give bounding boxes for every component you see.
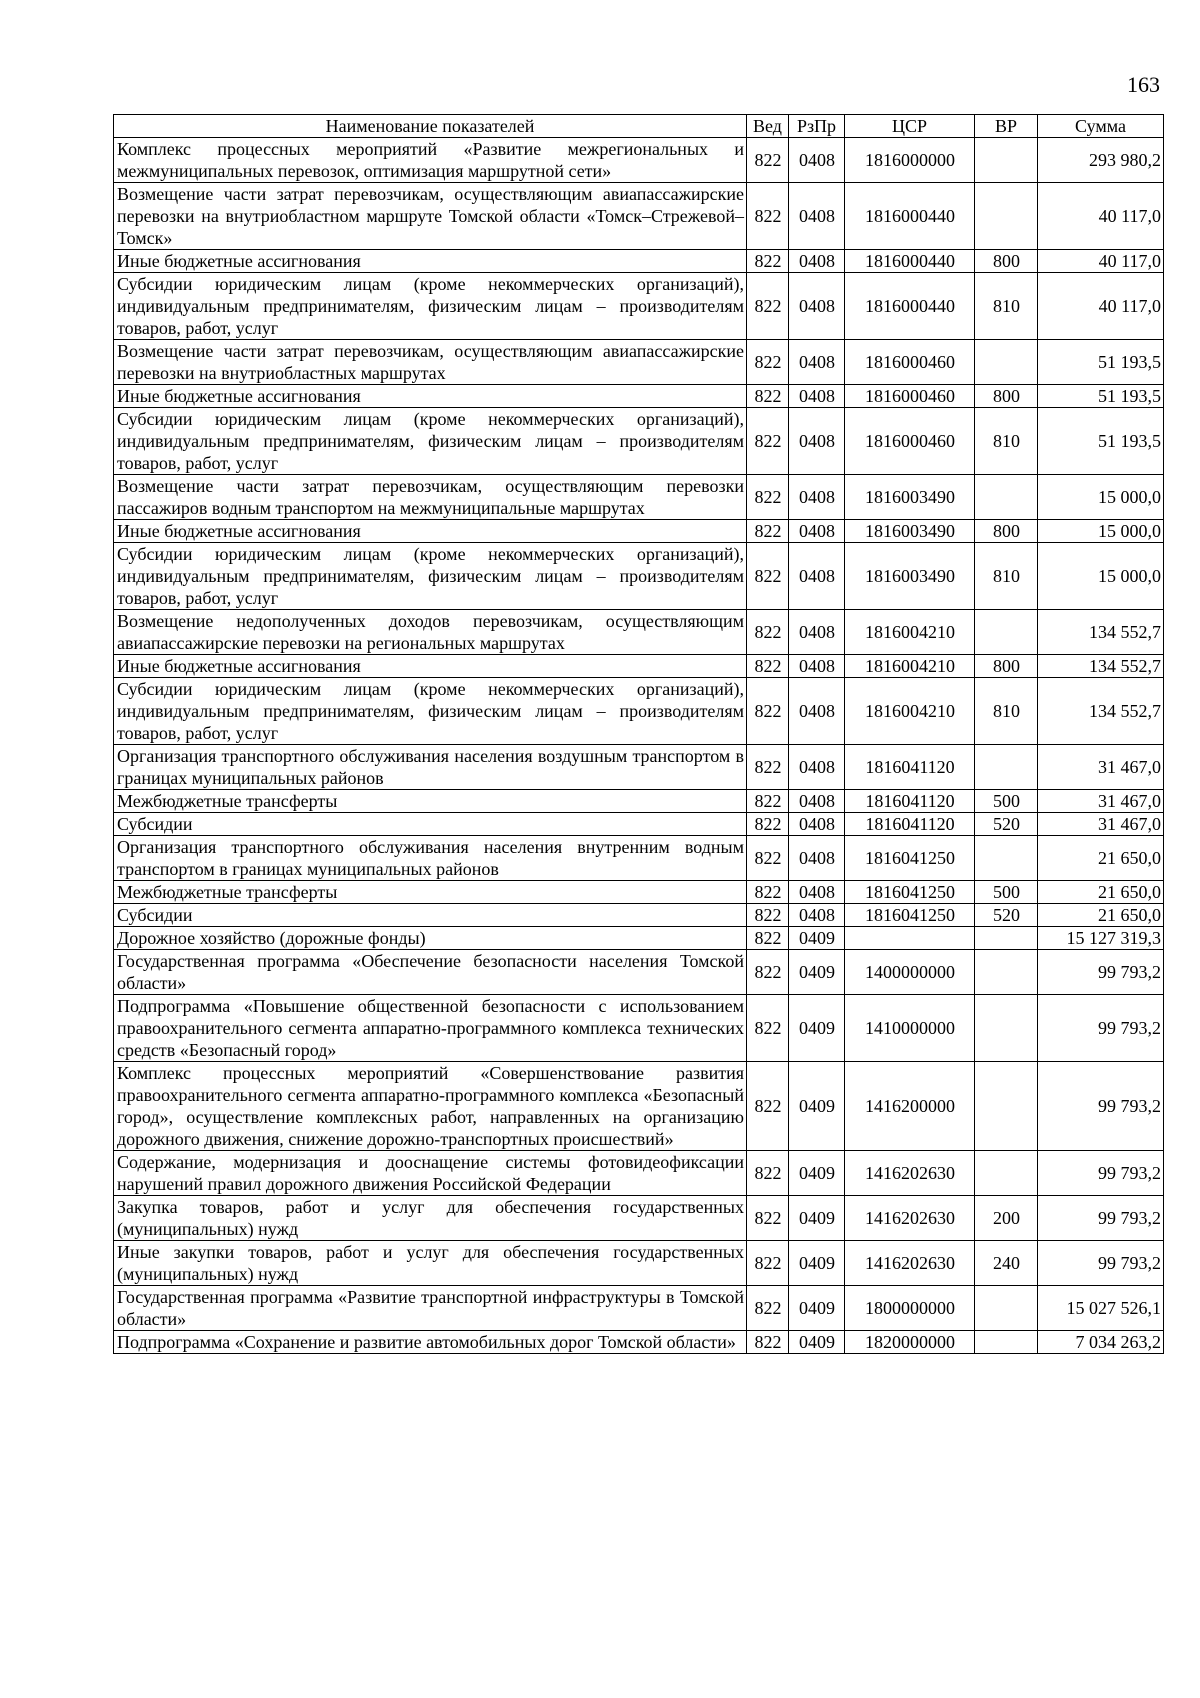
table-row [114,790,1164,813]
cell-rzpr: 0408 [789,745,845,790]
cell-csr: 1816041120 [845,790,975,813]
cell-name: Иные бюджетные ассигнования [114,250,747,273]
cell-rzpr: 0409 [789,1062,845,1151]
cell-rzpr: 0409 [789,1241,845,1286]
table-row [114,745,1164,790]
cell-name: Иные бюджетные ассигнования [114,385,747,408]
cell-rzpr: 0408 [789,520,845,543]
cell-name: Государственная программа «Развитие транспортной инфраструктуры в Томской области» [114,1286,747,1331]
cell-csr: 1410000000 [845,995,975,1062]
cell-sum: 31 467,0 [1038,790,1164,813]
cell-csr: 1816000460 [845,408,975,475]
table-row [114,904,1164,927]
cell-csr: 1816000000 [845,138,975,183]
table-row [114,520,1164,543]
table-row [114,1286,1164,1331]
cell-ved: 822 [747,138,789,183]
cell-sum: 99 793,2 [1038,950,1164,995]
cell-vr [975,745,1038,790]
table-row [114,1241,1164,1286]
cell-vr [975,836,1038,881]
cell-name: Субсидии юридическим лицам (кроме некоммерческих организаций), индивидуальным предпринимателям, физическим лицам – производителям товаров, работ, услуг [114,408,747,475]
cell-sum: 15 000,0 [1038,543,1164,610]
cell-sum: 15 127 319,3 [1038,927,1164,950]
table-row [114,927,1164,950]
cell-vr [975,950,1038,995]
cell-csr: 1816004210 [845,678,975,745]
cell-name: Субсидии [114,813,747,836]
cell-csr: 1816004210 [845,655,975,678]
cell-csr: 1816041250 [845,881,975,904]
header-ved: Вед [747,115,789,138]
cell-sum: 40 117,0 [1038,183,1164,250]
cell-ved: 822 [747,1286,789,1331]
table-row [114,1151,1164,1196]
cell-name: Субсидии юридическим лицам (кроме некоммерческих организаций), индивидуальным предпринимателям, физическим лицам – производителям товаров, работ, услуг [114,678,747,745]
cell-name: Субсидии юридическим лицам (кроме некоммерческих организаций), индивидуальным предпринимателям, физическим лицам – производителям товаров, работ, услуг [114,543,747,610]
table-row [114,138,1164,183]
cell-rzpr: 0409 [789,1286,845,1331]
cell-csr: 1816041250 [845,904,975,927]
header-sum: Сумма [1038,115,1164,138]
cell-vr: 520 [975,813,1038,836]
table-row [114,655,1164,678]
cell-ved: 822 [747,250,789,273]
cell-ved: 822 [747,1062,789,1151]
cell-rzpr: 0408 [789,408,845,475]
cell-rzpr: 0408 [789,881,845,904]
cell-ved: 822 [747,1331,789,1354]
cell-sum: 99 793,2 [1038,1151,1164,1196]
cell-name: Содержание, модернизация и дооснащение системы фотовидеофиксации нарушений правил дорожного движения Российской Федерации [114,1151,747,1196]
budget-table [113,114,1164,1354]
cell-rzpr: 0408 [789,790,845,813]
cell-sum: 51 193,5 [1038,340,1164,385]
table-row [114,813,1164,836]
cell-name: Межбюджетные трансферты [114,881,747,904]
cell-name: Подпрограмма «Сохранение и развитие автомобильных дорог Томской области» [114,1331,747,1354]
table-row [114,385,1164,408]
table-row [114,995,1164,1062]
cell-rzpr: 0408 [789,904,845,927]
cell-name: Субсидии юридическим лицам (кроме некоммерческих организаций), индивидуальным предпринимателям, физическим лицам – производителям товаров, работ, услуг [114,273,747,340]
cell-rzpr: 0408 [789,250,845,273]
cell-vr [975,340,1038,385]
cell-vr: 200 [975,1196,1038,1241]
header-vr: ВР [975,115,1038,138]
cell-name: Организация транспортного обслуживания населения воздушным транспортом в границах муниципальных районов [114,745,747,790]
cell-ved: 822 [747,385,789,408]
cell-ved: 822 [747,520,789,543]
cell-csr: 1416202630 [845,1196,975,1241]
cell-sum: 15 000,0 [1038,475,1164,520]
cell-name: Субсидии [114,904,747,927]
cell-sum: 99 793,2 [1038,1196,1164,1241]
cell-sum: 21 650,0 [1038,904,1164,927]
cell-ved: 822 [747,543,789,610]
header-csr: ЦСР [845,115,975,138]
cell-csr: 1416202630 [845,1241,975,1286]
cell-vr: 240 [975,1241,1038,1286]
cell-name: Организация транспортного обслуживания населения внутренним водным транспортом в границах муниципальных районов [114,836,747,881]
cell-name: Возмещение части затрат перевозчикам, осуществляющим авиапассажирские перевозки на внутриобластном маршруте Томской области «Томск–Стрежевой–Томск» [114,183,747,250]
cell-vr: 500 [975,790,1038,813]
cell-csr: 1416202630 [845,1151,975,1196]
cell-vr: 810 [975,678,1038,745]
table-row [114,183,1164,250]
cell-csr: 1816003490 [845,520,975,543]
cell-vr: 800 [975,250,1038,273]
cell-sum: 40 117,0 [1038,273,1164,340]
cell-vr: 800 [975,655,1038,678]
cell-csr: 1816041120 [845,813,975,836]
table-row [114,543,1164,610]
cell-ved: 822 [747,836,789,881]
cell-csr: 1416200000 [845,1062,975,1151]
cell-rzpr: 0408 [789,385,845,408]
page-number: 163 [1127,72,1160,97]
cell-csr: 1816000440 [845,183,975,250]
cell-name: Комплекс процессных мероприятий «Развитие межрегиональных и межмуниципальных перевозок, оптимизация маршрутной сети» [114,138,747,183]
cell-name: Закупка товаров, работ и услуг для обеспечения государственных (муниципальных) нужд [114,1196,747,1241]
table-row [114,1196,1164,1241]
cell-ved: 822 [747,408,789,475]
table-row [114,250,1164,273]
cell-rzpr: 0408 [789,273,845,340]
cell-vr [975,183,1038,250]
cell-name: Иные закупки товаров, работ и услуг для обеспечения государственных (муниципальных) нужд [114,1241,747,1286]
table-row [114,836,1164,881]
cell-ved: 822 [747,610,789,655]
cell-ved: 822 [747,655,789,678]
cell-csr: 1816041120 [845,745,975,790]
cell-ved: 822 [747,273,789,340]
cell-ved: 822 [747,745,789,790]
table-row [114,1331,1164,1354]
cell-vr: 810 [975,408,1038,475]
cell-csr: 1800000000 [845,1286,975,1331]
table-row [114,475,1164,520]
table-header-row [114,115,1164,138]
cell-csr: 1816003490 [845,543,975,610]
cell-rzpr: 0409 [789,950,845,995]
cell-rzpr: 0409 [789,1196,845,1241]
cell-ved: 822 [747,790,789,813]
cell-sum: 51 193,5 [1038,408,1164,475]
table-row [114,678,1164,745]
cell-vr: 810 [975,543,1038,610]
cell-name: Возмещение недополученных доходов перевозчикам, осуществляющим авиапассажирские перевозки на региональных маршрутах [114,610,747,655]
table-body [114,138,1164,1354]
cell-csr: 1816041250 [845,836,975,881]
cell-name: Возмещение части затрат перевозчикам, осуществляющим авиапассажирские перевозки на внутриобластных маршрутах [114,340,747,385]
header-rzpr: РзПр [789,115,845,138]
cell-sum: 40 117,0 [1038,250,1164,273]
cell-csr: 1816000440 [845,273,975,340]
table-row [114,408,1164,475]
cell-vr [975,610,1038,655]
cell-sum: 134 552,7 [1038,655,1164,678]
cell-vr [975,927,1038,950]
cell-rzpr: 0408 [789,340,845,385]
cell-name: Государственная программа «Обеспечение безопасности населения Томской области» [114,950,747,995]
cell-sum: 21 650,0 [1038,881,1164,904]
cell-sum: 293 980,2 [1038,138,1164,183]
table-row [114,950,1164,995]
cell-rzpr: 0408 [789,813,845,836]
cell-ved: 822 [747,881,789,904]
cell-sum: 7 034 263,2 [1038,1331,1164,1354]
cell-sum: 99 793,2 [1038,995,1164,1062]
cell-vr [975,995,1038,1062]
cell-name: Дорожное хозяйство (дорожные фонды) [114,927,747,950]
cell-name: Иные бюджетные ассигнования [114,655,747,678]
cell-sum: 31 467,0 [1038,745,1164,790]
cell-ved: 822 [747,1196,789,1241]
cell-ved: 822 [747,813,789,836]
cell-sum: 134 552,7 [1038,678,1164,745]
cell-rzpr: 0408 [789,678,845,745]
table-row [114,610,1164,655]
cell-rzpr: 0408 [789,836,845,881]
cell-csr: 1816000460 [845,385,975,408]
cell-csr [845,927,975,950]
cell-vr: 810 [975,273,1038,340]
cell-rzpr: 0409 [789,1331,845,1354]
cell-ved: 822 [747,995,789,1062]
cell-sum: 15 000,0 [1038,520,1164,543]
cell-csr: 1400000000 [845,950,975,995]
cell-rzpr: 0408 [789,655,845,678]
cell-vr [975,475,1038,520]
cell-ved: 822 [747,1151,789,1196]
cell-rzpr: 0408 [789,543,845,610]
cell-vr [975,138,1038,183]
cell-ved: 822 [747,183,789,250]
cell-sum: 21 650,0 [1038,836,1164,881]
cell-csr: 1816003490 [845,475,975,520]
cell-sum: 99 793,2 [1038,1241,1164,1286]
cell-vr [975,1151,1038,1196]
cell-sum: 134 552,7 [1038,610,1164,655]
cell-csr: 1820000000 [845,1331,975,1354]
table-row [114,881,1164,904]
cell-csr: 1816000440 [845,250,975,273]
cell-ved: 822 [747,950,789,995]
cell-rzpr: 0408 [789,475,845,520]
table-row [114,340,1164,385]
cell-vr: 520 [975,904,1038,927]
cell-sum: 15 027 526,1 [1038,1286,1164,1331]
cell-vr: 800 [975,385,1038,408]
cell-ved: 822 [747,904,789,927]
cell-sum: 99 793,2 [1038,1062,1164,1151]
cell-vr: 800 [975,520,1038,543]
cell-ved: 822 [747,678,789,745]
header-name: Наименование показателей [114,115,747,138]
cell-name: Комплекс процессных мероприятий «Совершенствование развития правоохранительного сегмента аппаратно-программного комплекса «Безопасный город», осуществление комплексных работ, направленных на организацию дорожного движения, снижение дорожно-транспортных происшествий» [114,1062,747,1151]
table-row [114,1062,1164,1151]
cell-csr: 1816000460 [845,340,975,385]
cell-rzpr: 0408 [789,183,845,250]
cell-rzpr: 0408 [789,610,845,655]
cell-vr: 500 [975,881,1038,904]
cell-name: Межбюджетные трансферты [114,790,747,813]
cell-ved: 822 [747,927,789,950]
cell-sum: 51 193,5 [1038,385,1164,408]
cell-vr [975,1331,1038,1354]
cell-vr [975,1062,1038,1151]
cell-ved: 822 [747,340,789,385]
cell-rzpr: 0408 [789,138,845,183]
cell-rzpr: 0409 [789,995,845,1062]
cell-name: Подпрограмма «Повышение общественной безопасности с использованием правоохранительного сегмента аппаратно-программного комплекса технических средств «Безопасный город» [114,995,747,1062]
cell-sum: 31 467,0 [1038,813,1164,836]
table-row [114,273,1164,340]
cell-ved: 822 [747,1241,789,1286]
cell-ved: 822 [747,475,789,520]
cell-vr [975,1286,1038,1331]
cell-name: Возмещение части затрат перевозчикам, осуществляющим перевозки пассажиров водным транспортом на межмуниципальные маршрутах [114,475,747,520]
cell-csr: 1816004210 [845,610,975,655]
cell-rzpr: 0409 [789,1151,845,1196]
cell-rzpr: 0409 [789,927,845,950]
cell-name: Иные бюджетные ассигнования [114,520,747,543]
